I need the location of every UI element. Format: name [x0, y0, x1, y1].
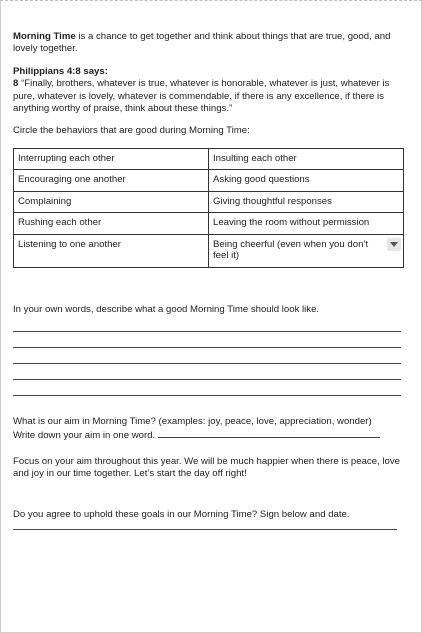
aim-write-text: Write down your aim in one word.	[13, 429, 156, 441]
answer-line	[13, 364, 401, 380]
agree-prompt: Do you agree to uphold these goals in our Morning Time? Sign below and date.	[13, 508, 350, 520]
intro-bold: Morning Time	[13, 31, 76, 42]
table-cell[interactable]: Listening to one another	[14, 234, 209, 267]
answer-line	[13, 332, 401, 348]
verse-title: Philippians 4:8 says:	[13, 65, 108, 77]
table-cell[interactable]: Rushing each other	[14, 213, 209, 235]
answer-line	[13, 380, 401, 396]
describe-prompt: In your own words, describe what a good Morning Time should look like.	[13, 303, 320, 315]
table-cell[interactable]: Encouraging one another	[14, 170, 209, 192]
verse-body: “Finally, brothers, whatever is true, whatever is honorable, whatever is just, whatever is pure, whatever is lovely, whatever is commendable, if there is any excellence, if there is anything worthy of praise, think about these things.”	[13, 78, 390, 115]
signature-line	[13, 529, 397, 530]
table-row	[14, 170, 404, 192]
table-cell-selected[interactable]	[209, 234, 404, 267]
table-row	[14, 213, 404, 235]
aim-write	[13, 429, 403, 442]
aim-question: What is our aim in Morning Time? (examples: joy, peace, love, appreciation, wonder)	[13, 416, 372, 428]
verse-text	[13, 78, 403, 115]
answer-line	[13, 316, 401, 332]
table-row	[14, 148, 404, 170]
aim-answer-line	[158, 429, 380, 438]
verse-number: 8	[13, 78, 22, 90]
circle-instruction: Circle the behaviors that are good during Morning Time:	[13, 125, 250, 137]
table-cell[interactable]: Leaving the room without permission	[209, 213, 404, 235]
table-row	[14, 234, 404, 267]
table-cell[interactable]: Asking good questions	[209, 170, 404, 192]
focus-paragraph: Focus on your aim throughout this year. We will be much happier when there is peace, love and joy in our time together. Let’s start the day off right!	[13, 456, 400, 480]
table-cell[interactable]: Complaining	[14, 191, 209, 213]
behaviors-table	[13, 148, 404, 268]
answer-line	[13, 348, 401, 364]
table-cell[interactable]: Giving thoughtful responses	[209, 191, 404, 213]
table-row	[14, 191, 404, 213]
table-cell[interactable]: Insulting each other	[209, 148, 404, 170]
cell-text: Being cheerful (even when you don’t feel it)	[213, 238, 369, 262]
intro-text: is a chance to get together and think about things that are true, good, and lovely together.	[13, 31, 391, 55]
cell-menu-dropdown-icon[interactable]	[387, 238, 401, 251]
document-content	[13, 31, 403, 530]
intro-paragraph	[13, 31, 403, 56]
table-cell[interactable]: Interrupting each other	[14, 148, 209, 170]
